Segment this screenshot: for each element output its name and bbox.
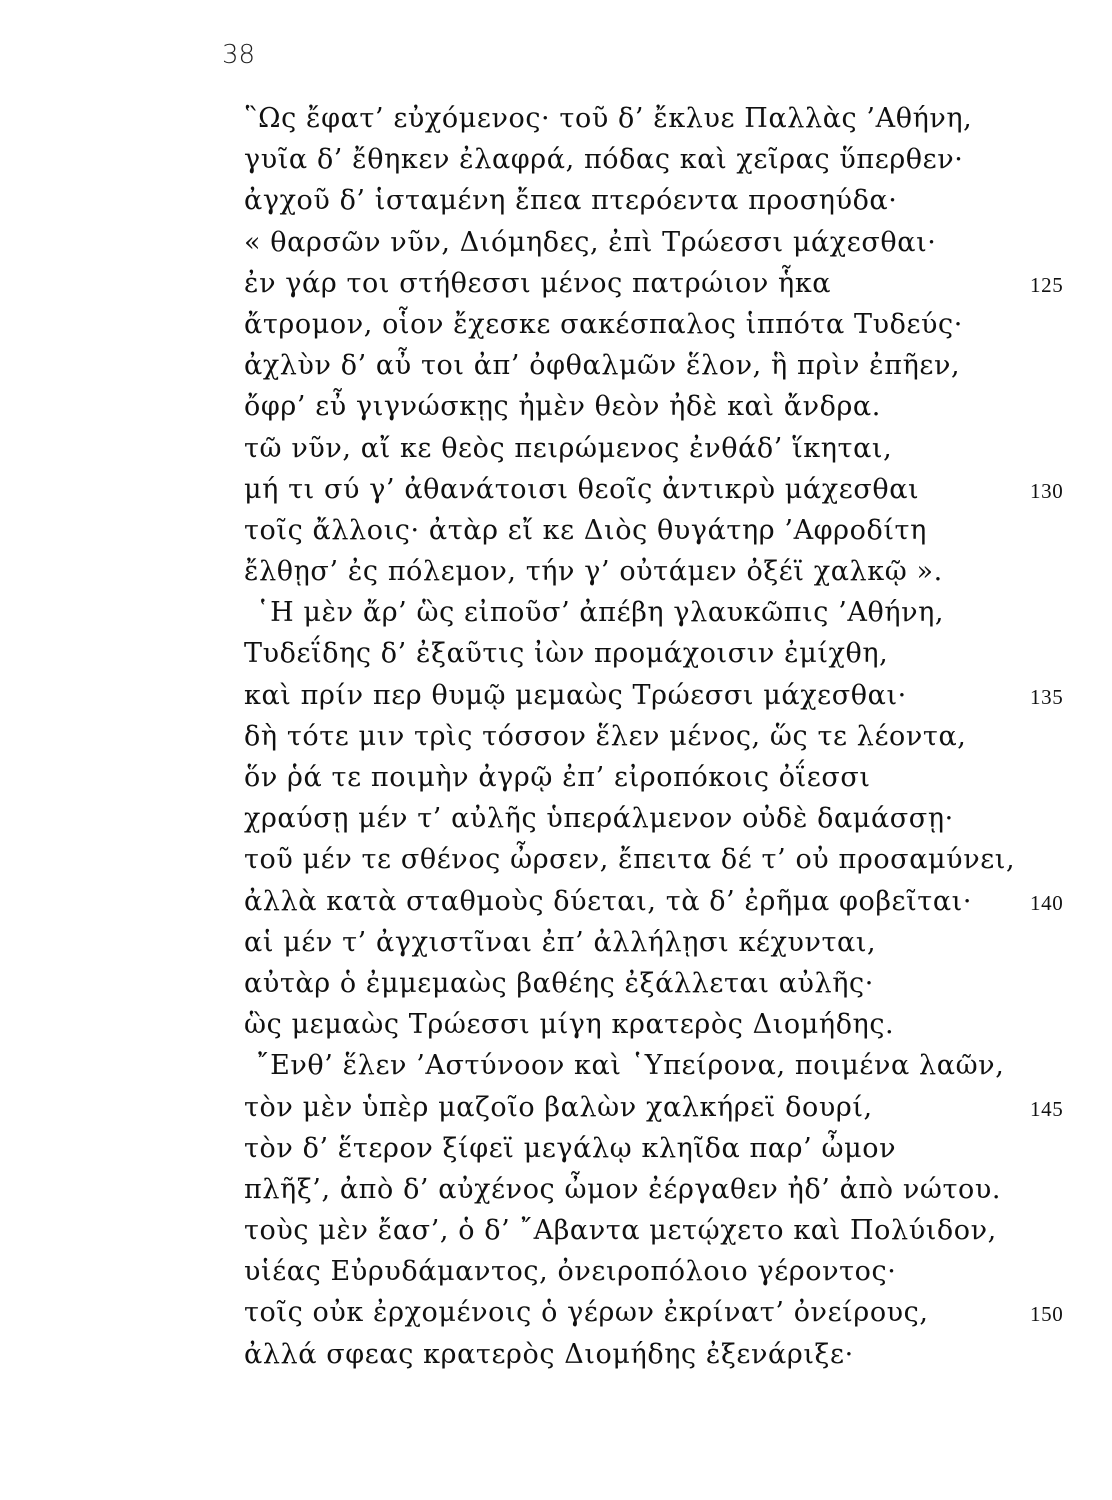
verse-text: ὣς μεμαὼς Τρώεσσι μίγη κρατερὸς Διομήδης. [244, 1009, 895, 1041]
line-number: 135 [1030, 684, 1064, 709]
verse-line [210, 1128, 1090, 1169]
verse-line [210, 98, 1090, 139]
verse-text: ὅν ῥά τε ποιμὴν ἀγρῷ ἐπ’ εἰροπόκοις ὀΐεσσι [244, 762, 871, 793]
verse-text: τῶ νῦν, αἴ κε θεὸς πειρώμενος ἐνθάδ’ ἵκηται, [244, 432, 893, 464]
line-number: 145 [1030, 1096, 1064, 1121]
verse-text: γυῖα δ’ ἔθηκεν ἐλαφρά, πόδας καὶ χεῖρας ὕπερθεν· [244, 144, 964, 176]
verse-text: ἀλλὰ κατὰ σταθμοὺς δύεται, τὰ δ’ ἐρῆμα φοβεῖται· [244, 885, 973, 917]
verse-text: υἱέας Εὐρυδάμαντος, ὀνειροπόλοιο γέροντος· [244, 1256, 897, 1288]
verse-line [210, 922, 1090, 963]
verse-line [210, 798, 1090, 839]
verse-line [210, 386, 1090, 427]
verse-line [210, 1334, 1090, 1375]
line-number: 140 [1030, 890, 1064, 915]
verse-line [210, 881, 1090, 922]
verse-text: μή τι σύ γ’ ἀθανάτοισι θεοῖς ἀντικρὺ μάχεσθαι [244, 473, 920, 505]
verse-line [210, 263, 1090, 304]
verse-text: ἀχλὺν δ’ αὖ τοι ἀπ’ ὀφθαλμῶν ἕλον, ἣ πρὶν ἐπῆεν, [244, 350, 961, 382]
verse-text: Τυδεΐδης δ’ ἐξαῦτις ἰὼν προμάχοισιν ἐμίχθη, [244, 638, 889, 670]
verse-line [210, 1210, 1090, 1251]
verse-text: τοῖς οὐκ ἐρχομένοις ὁ γέρων ἐκρίνατ’ ὀνείρους, [244, 1297, 929, 1329]
verse-text: ῾Η μὲν ἄρ’ ὣς εἰποῦσ’ ἀπέβη γλαυκῶπις ’Αθήνη, [256, 597, 945, 629]
verse-line [210, 304, 1090, 345]
verse-text: ἔλθῃσ’ ἐς πόλεμον, τήν γ’ οὐτάμεν ὀξέϊ χαλκῷ ». [244, 556, 943, 588]
verse-text: « θαρσῶν νῦν, Διόμηδες, ἐπὶ Τρώεσσι μάχεσθαι· [244, 226, 937, 258]
verse-line [210, 469, 1090, 510]
verse-line [210, 675, 1090, 716]
verse-line [210, 716, 1090, 757]
verse-line [210, 592, 1090, 633]
verse-line [210, 222, 1090, 263]
verse-line [210, 757, 1090, 798]
verse-text: ἄτρομον, οἷον ἔχεσκε σακέσπαλος ἱππότα Τυδεύς· [244, 308, 963, 340]
verse-line [210, 428, 1090, 469]
verse-text: τοῖς ἄλλοις· ἀτὰρ εἴ κε Διὸς θυγάτηρ ’Αφροδίτη [244, 514, 927, 546]
verse-line [210, 1045, 1090, 1086]
verse-line [210, 180, 1090, 221]
verse-line [210, 551, 1090, 592]
verse-text: δὴ τότε μιν τρὶς τόσσον ἕλεν μένος, ὥς τε λέοντα, [244, 720, 967, 752]
verse-line [210, 139, 1090, 180]
verse-text: πλῆξ’, ἀπὸ δ’ αὐχένος ὦμον ἐέργαθεν ἠδ’ ἀπὸ νώτου. [244, 1173, 1002, 1205]
verse-line [210, 839, 1090, 880]
verse-line [210, 510, 1090, 551]
verse-line [210, 1169, 1090, 1210]
verse-text: ὄφρ’ εὖ γιγνώσκῃς ἠμὲν θεὸν ἠδὲ καὶ ἄνδρα. [244, 391, 881, 423]
verse-list [210, 98, 1090, 1375]
verse-text: ῎Ενθ’ ἕλεν ’Αστύνοον καὶ ῾Υπείρονα, ποιμένα λαῶν, [256, 1050, 1005, 1082]
line-number: 130 [1030, 478, 1064, 503]
verse-line [210, 963, 1090, 1004]
verse-text: χραύσῃ μέν τ’ αὐλῆς ὑπεράλμενον οὐδὲ δαμάσσῃ· [244, 803, 954, 835]
verse-text: ἐν γάρ τοι στήθεσσι μένος πατρώιον ἧκα [244, 267, 832, 299]
verse-text: αἱ μέν τ’ ἀγχιστῖναι ἐπ’ ἀλλήλῃσι κέχυνται, [244, 926, 877, 958]
verse-text: ῝Ως ἔφατ’ εὐχόμενος· τοῦ δ’ ἔκλυε Παλλὰς ’Αθήνη, [244, 103, 973, 134]
verse-text: καὶ πρίν περ θυμῷ μεμαὼς Τρώεσσι μάχεσθαι· [244, 679, 907, 711]
line-number: 150 [1030, 1302, 1064, 1327]
verse-text: ἀγχοῦ δ’ ἱσταμένη ἔπεα πτερόεντα προσηύδα· [244, 185, 898, 217]
page-number: 38 [222, 40, 256, 70]
verse-line [210, 1292, 1090, 1333]
line-number: 125 [1030, 272, 1064, 297]
verse-line [210, 1087, 1090, 1128]
verse-text: τὸν μὲν ὑπὲρ μαζοῖο βαλὼν χαλκήρεϊ δουρί, [244, 1091, 873, 1123]
verse-line [210, 633, 1090, 674]
verse-line [210, 1251, 1090, 1292]
verse-text: τοῦ μέν τε σθένος ὦρσεν, ἔπειτα δέ τ’ οὐ προσαμύνει, [244, 844, 1016, 876]
verse-text: ἀλλά σφεας κρατερὸς Διομήδης ἐξενάριξε· [244, 1338, 854, 1370]
verse-line [210, 345, 1090, 386]
verse-text: τὸν δ’ ἕτερον ξίφεϊ μεγάλῳ κληῖδα παρ’ ὦμον [244, 1132, 897, 1164]
verse-text: αὐτὰρ ὁ ἐμμεμαὼς βαθέης ἐξάλλεται αὐλῆς· [244, 967, 874, 999]
verse-text: τοὺς μὲν ἔασ’, ὁ δ’ ῎Αβαντα μετῴχετο καὶ Πολύιδον, [244, 1215, 997, 1247]
verse-line [210, 1004, 1090, 1045]
